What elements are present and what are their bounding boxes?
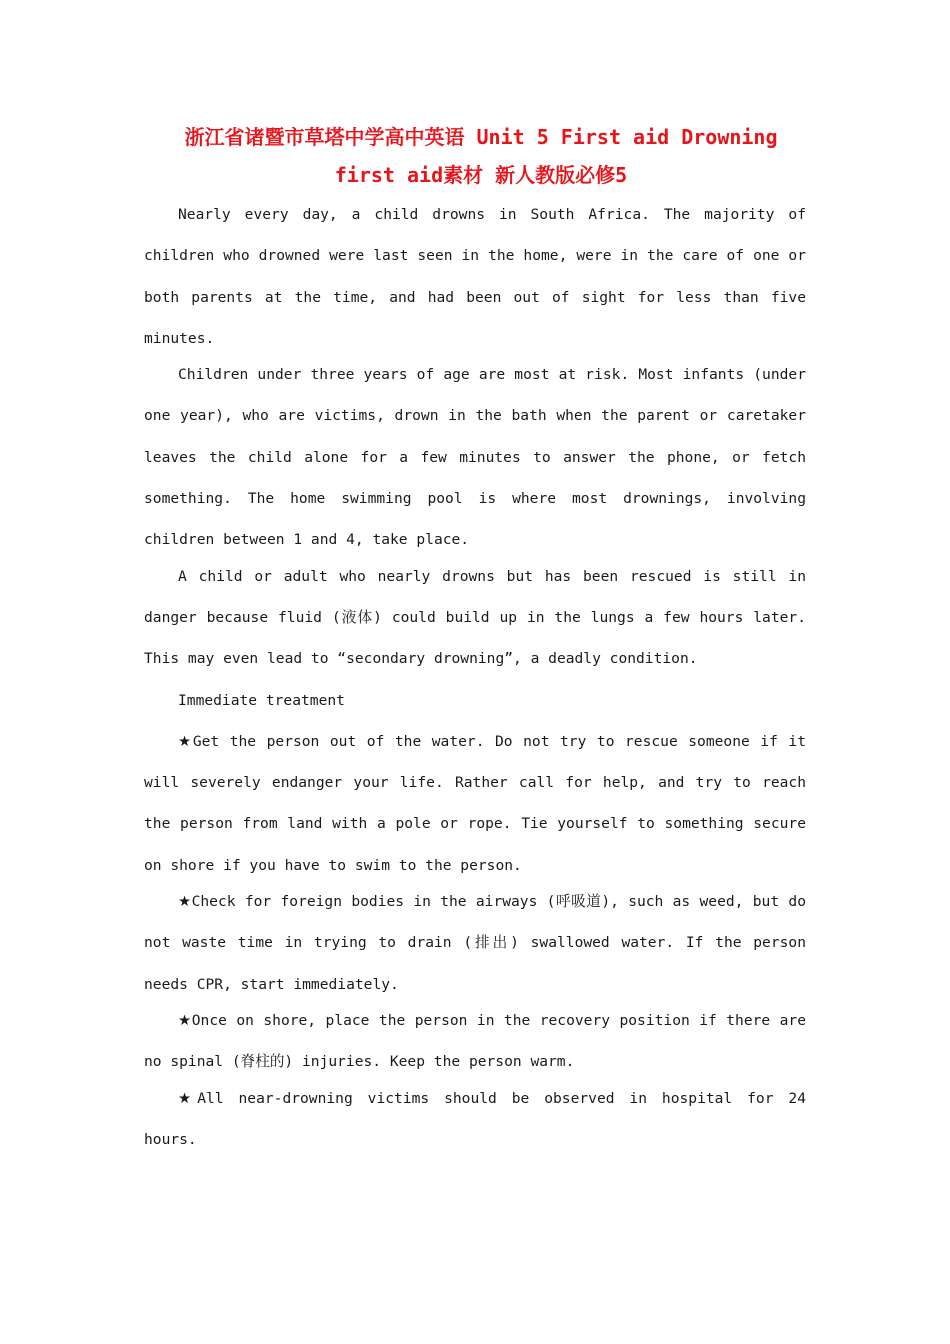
step-4 — [144, 1078, 806, 1161]
title-line-1: 浙江省诸暨市草塔中学高中英语 Unit 5 First aid Drowning — [184, 125, 778, 149]
star-icon: ★ — [178, 732, 193, 750]
step-3-text: Once on shore, place the person in the recovery position if there are no spinal (脊柱的) injuries. Keep the person warm. — [144, 1011, 806, 1071]
paragraph-1: Nearly every day, a child drowns in South Africa. The majority of children who drowned were last seen in the home, were in the care of one or both parents at the time, and had been out of sight for less than five minutes. — [144, 206, 806, 347]
paragraph-3: A child or adult who nearly drowns but has been rescued is still in danger because fluid (液体) could build up in the lungs a few hours later. This may even lead to “secondary drowning”, a deadly condition. — [144, 567, 806, 668]
paragraph-2: Children under three years of age are most at risk. Most infants (under one year), who are victims, drown in the bath when the parent or caretaker leaves the child alone for a few minutes to answer the phone, or fetch something. The home swimming pool is where most drownings, involving children between 1 and 4, take place. — [144, 366, 806, 549]
title-line-2: first aid素材 新人教版必修5 — [334, 163, 628, 187]
step-2-text: Check for foreign bodies in the airways (呼吸道), such as weed, but do not waste time in trying to drain (排出) swallowed water. If the person needs CPR, start immediately. — [144, 893, 806, 993]
step-3 — [144, 1000, 806, 1083]
star-icon: ★ — [178, 893, 192, 911]
step-2 — [144, 881, 806, 1005]
star-icon: ★ — [178, 1089, 198, 1107]
step-4-text: All near-drowning victims should be observed in hospital for 24 hours. — [144, 1089, 807, 1148]
step-1 — [144, 721, 806, 886]
step-1-text: Get the person out of the water. Do not try to rescue someone if it will severely endanger your life. Rather call for help, and try to reach the person from land with a pole or rope. Tie yourself to something secure on shore if you have to swim to the person. — [144, 732, 806, 874]
star-icon: ★ — [178, 1011, 192, 1029]
document-body — [144, 194, 806, 1160]
section-heading: Immediate treatment — [178, 691, 345, 709]
